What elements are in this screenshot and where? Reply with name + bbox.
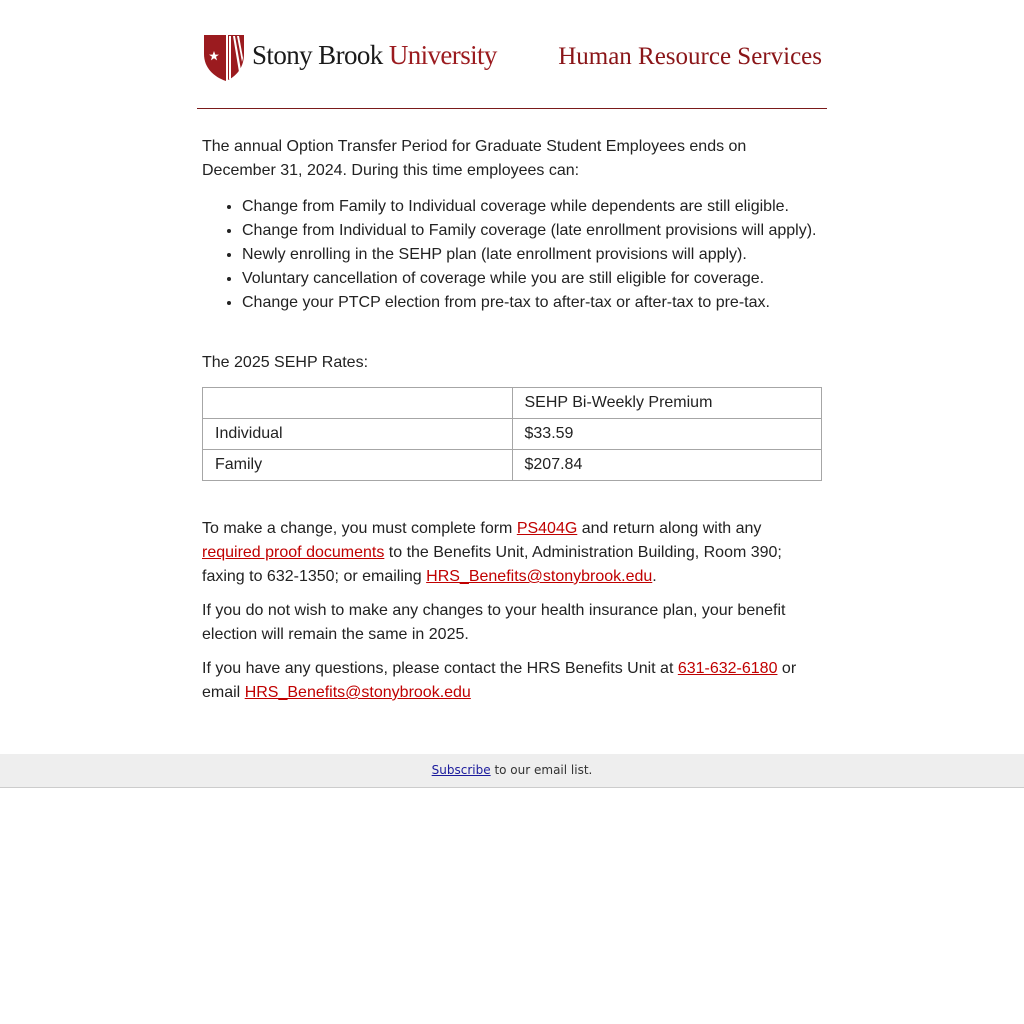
table-row bbox=[203, 450, 822, 481]
rates-title: The 2025 SEHP Rates: bbox=[202, 354, 369, 371]
list-item: • Change your PTCP election from pre-tax to after-tax or after-tax to pre-tax. bbox=[242, 291, 822, 315]
list-item: • Change from Individual to Family coverage (late enrollment provisions will apply). bbox=[242, 219, 822, 243]
intro-paragraph: The annual Option Transfer Period for Graduate Student Employees ends on December 31, 2024. During this time employees can: bbox=[202, 138, 747, 179]
shield-star-icon bbox=[202, 32, 246, 82]
required-proof-documents-link[interactable]: required proof documents bbox=[202, 544, 385, 561]
premium-cell: $207.84 bbox=[512, 450, 822, 481]
subscribe-link[interactable]: Subscribe bbox=[431, 763, 491, 777]
contact-paragraph: If you have any questions, please contact the HRS Benefits Unit at 631-632-6180 or email HRS_Benefits@stonybrook.edu bbox=[202, 660, 797, 701]
list-item: • Newly enrolling in the SEHP plan (late enrollment provisions will apply). bbox=[242, 243, 822, 267]
department-title: Human Resource Services bbox=[558, 43, 822, 70]
phone-link[interactable]: 631-632-6180 bbox=[677, 660, 778, 677]
email-container bbox=[197, 0, 827, 705]
list-item: • Voluntary cancellation of coverage while you are still eligible for coverage. bbox=[242, 267, 822, 291]
plan-cell: Individual bbox=[203, 419, 513, 450]
stony-brook-logo bbox=[202, 32, 497, 82]
table-header-row bbox=[203, 388, 822, 419]
footer-text: to our email list. bbox=[490, 763, 593, 777]
header-cell bbox=[203, 388, 513, 419]
options-list bbox=[202, 195, 822, 315]
list-item: • Change from Family to Individual coverage while dependents are still eligible. bbox=[242, 195, 822, 219]
change-instructions-paragraph: To make a change, you must complete form PS404G and return along with any required proof documents to the Benefits Unit, Administration Building, Room 390; faxing to 632-1350; or emailing HRS_Benefits@stonybrook.edu. bbox=[202, 520, 782, 585]
premium-cell: $33.59 bbox=[512, 419, 822, 450]
header-cell: SEHP Bi-Weekly Premium bbox=[512, 388, 822, 419]
no-change-paragraph: If you do not wish to make any changes to your health insurance plan, your benefit election will remain the same in 2025. bbox=[202, 602, 786, 643]
header bbox=[197, 0, 827, 109]
ps404g-form-link[interactable]: PS404G bbox=[516, 520, 578, 537]
footer bbox=[0, 754, 1024, 788]
table-row bbox=[203, 419, 822, 450]
message-body bbox=[197, 135, 827, 705]
logo-wordmark: Stony Brook University bbox=[252, 39, 497, 70]
rates-table bbox=[202, 387, 822, 481]
benefits-email-link[interactable]: HRS_Benefits@stonybrook.edu bbox=[426, 568, 653, 585]
contact-email-link[interactable]: HRS_Benefits@stonybrook.edu bbox=[244, 684, 471, 701]
plan-cell: Family bbox=[203, 450, 513, 481]
